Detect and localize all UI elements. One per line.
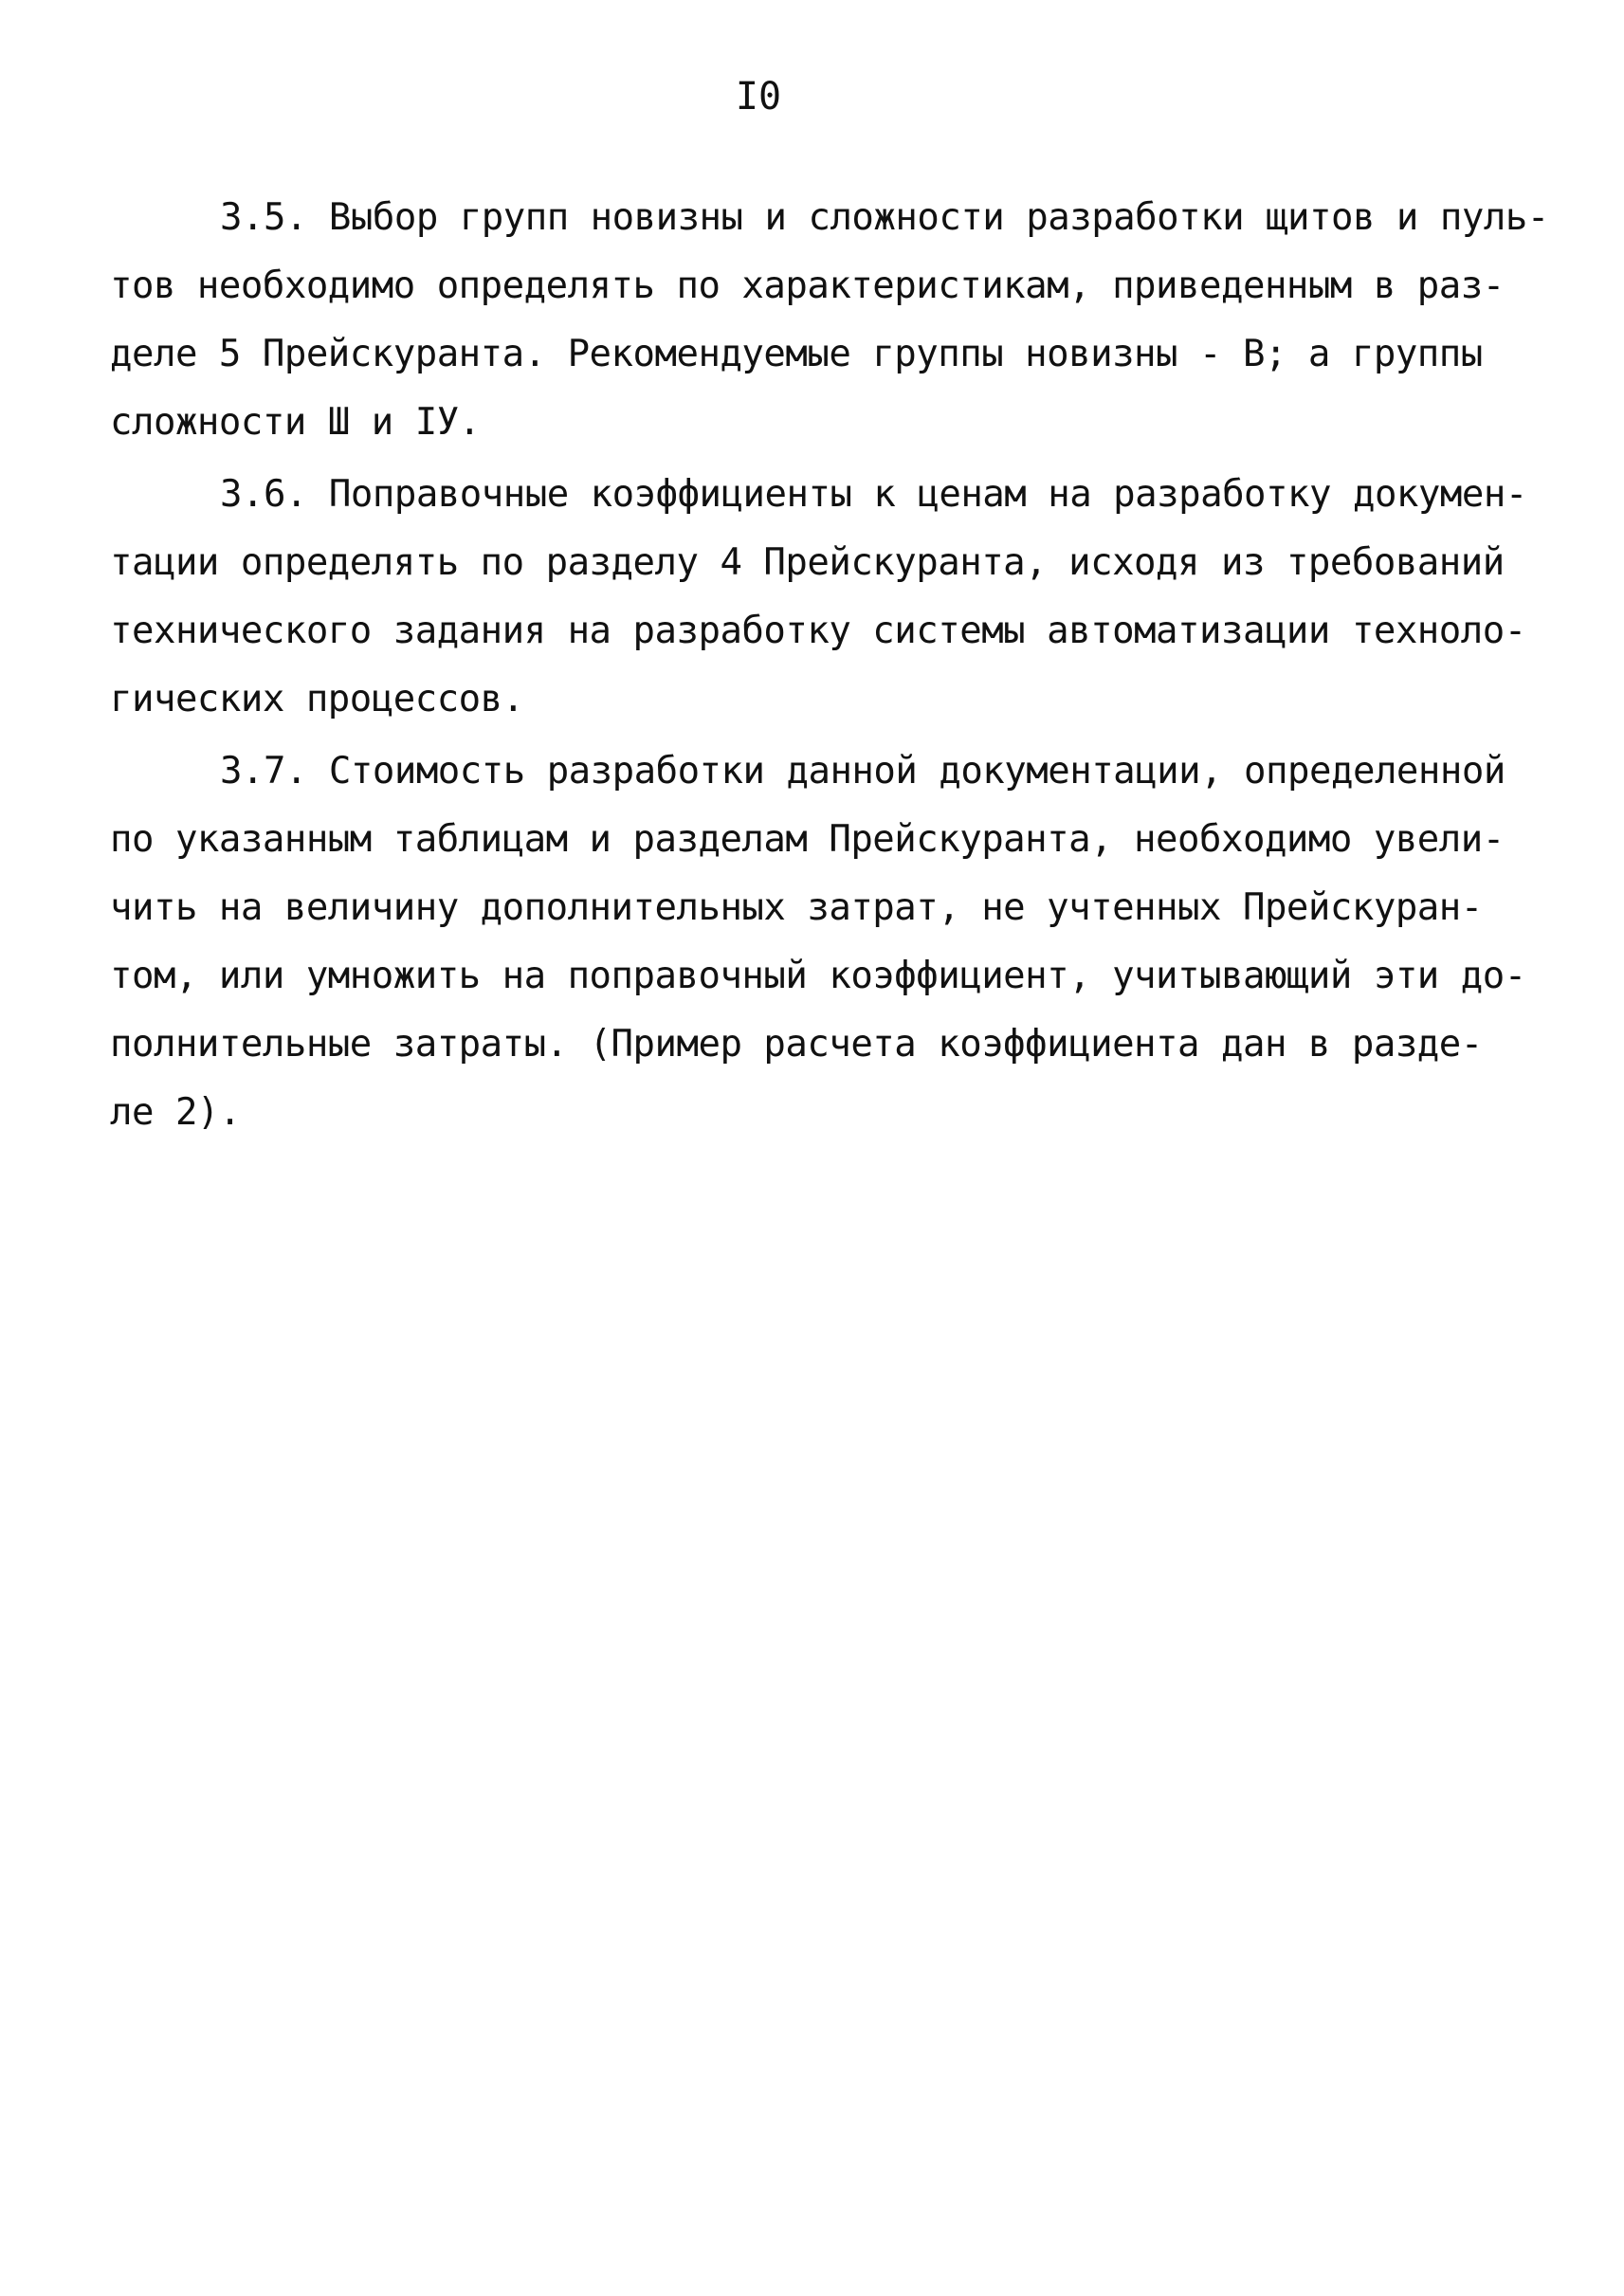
- paragraph-line: технического задания на разработку системы автоматизации техноло-: [110, 610, 1526, 652]
- paragraph-line: по указанным таблицам и разделам Прейскуранта, необходимо увели-: [110, 818, 1505, 861]
- paragraph-line: сложности Ш и IУ.: [110, 401, 481, 444]
- paragraph-line: гических процессов.: [110, 678, 524, 720]
- paragraph-line: ле 2).: [110, 1091, 241, 1134]
- paragraph-line: полнительные затраты. (Пример расчета коэффициента дан в разде-: [110, 1023, 1483, 1066]
- paragraph-line: чить на величину дополнительных затрат, не учтенных Прейскуран-: [110, 886, 1483, 929]
- paragraph-line: деле 5 Прейскуранта. Рекомендуемые группы новизны - В; а группы: [110, 333, 1483, 375]
- paragraph-line: том, или умножить на поправочный коэффициент, учитывающий эти до-: [110, 955, 1526, 997]
- page-number: I0: [735, 75, 782, 118]
- paragraph-line: тации определять по разделу 4 Прейскуранта, исходя из требований: [110, 541, 1505, 584]
- paragraph-line: 3.7. Стоимость разработки данной документации, определенной: [220, 750, 1505, 793]
- paragraph-line: 3.6. Поправочные коэффициенты к ценам на разработку докумен-: [220, 473, 1527, 516]
- paragraph-line: тов необходимо определять по характеристикам, приведенным в раз-: [110, 264, 1505, 307]
- paragraph-line: 3.5. Выбор групп новизны и сложности разработки щитов и пуль-: [220, 196, 1549, 239]
